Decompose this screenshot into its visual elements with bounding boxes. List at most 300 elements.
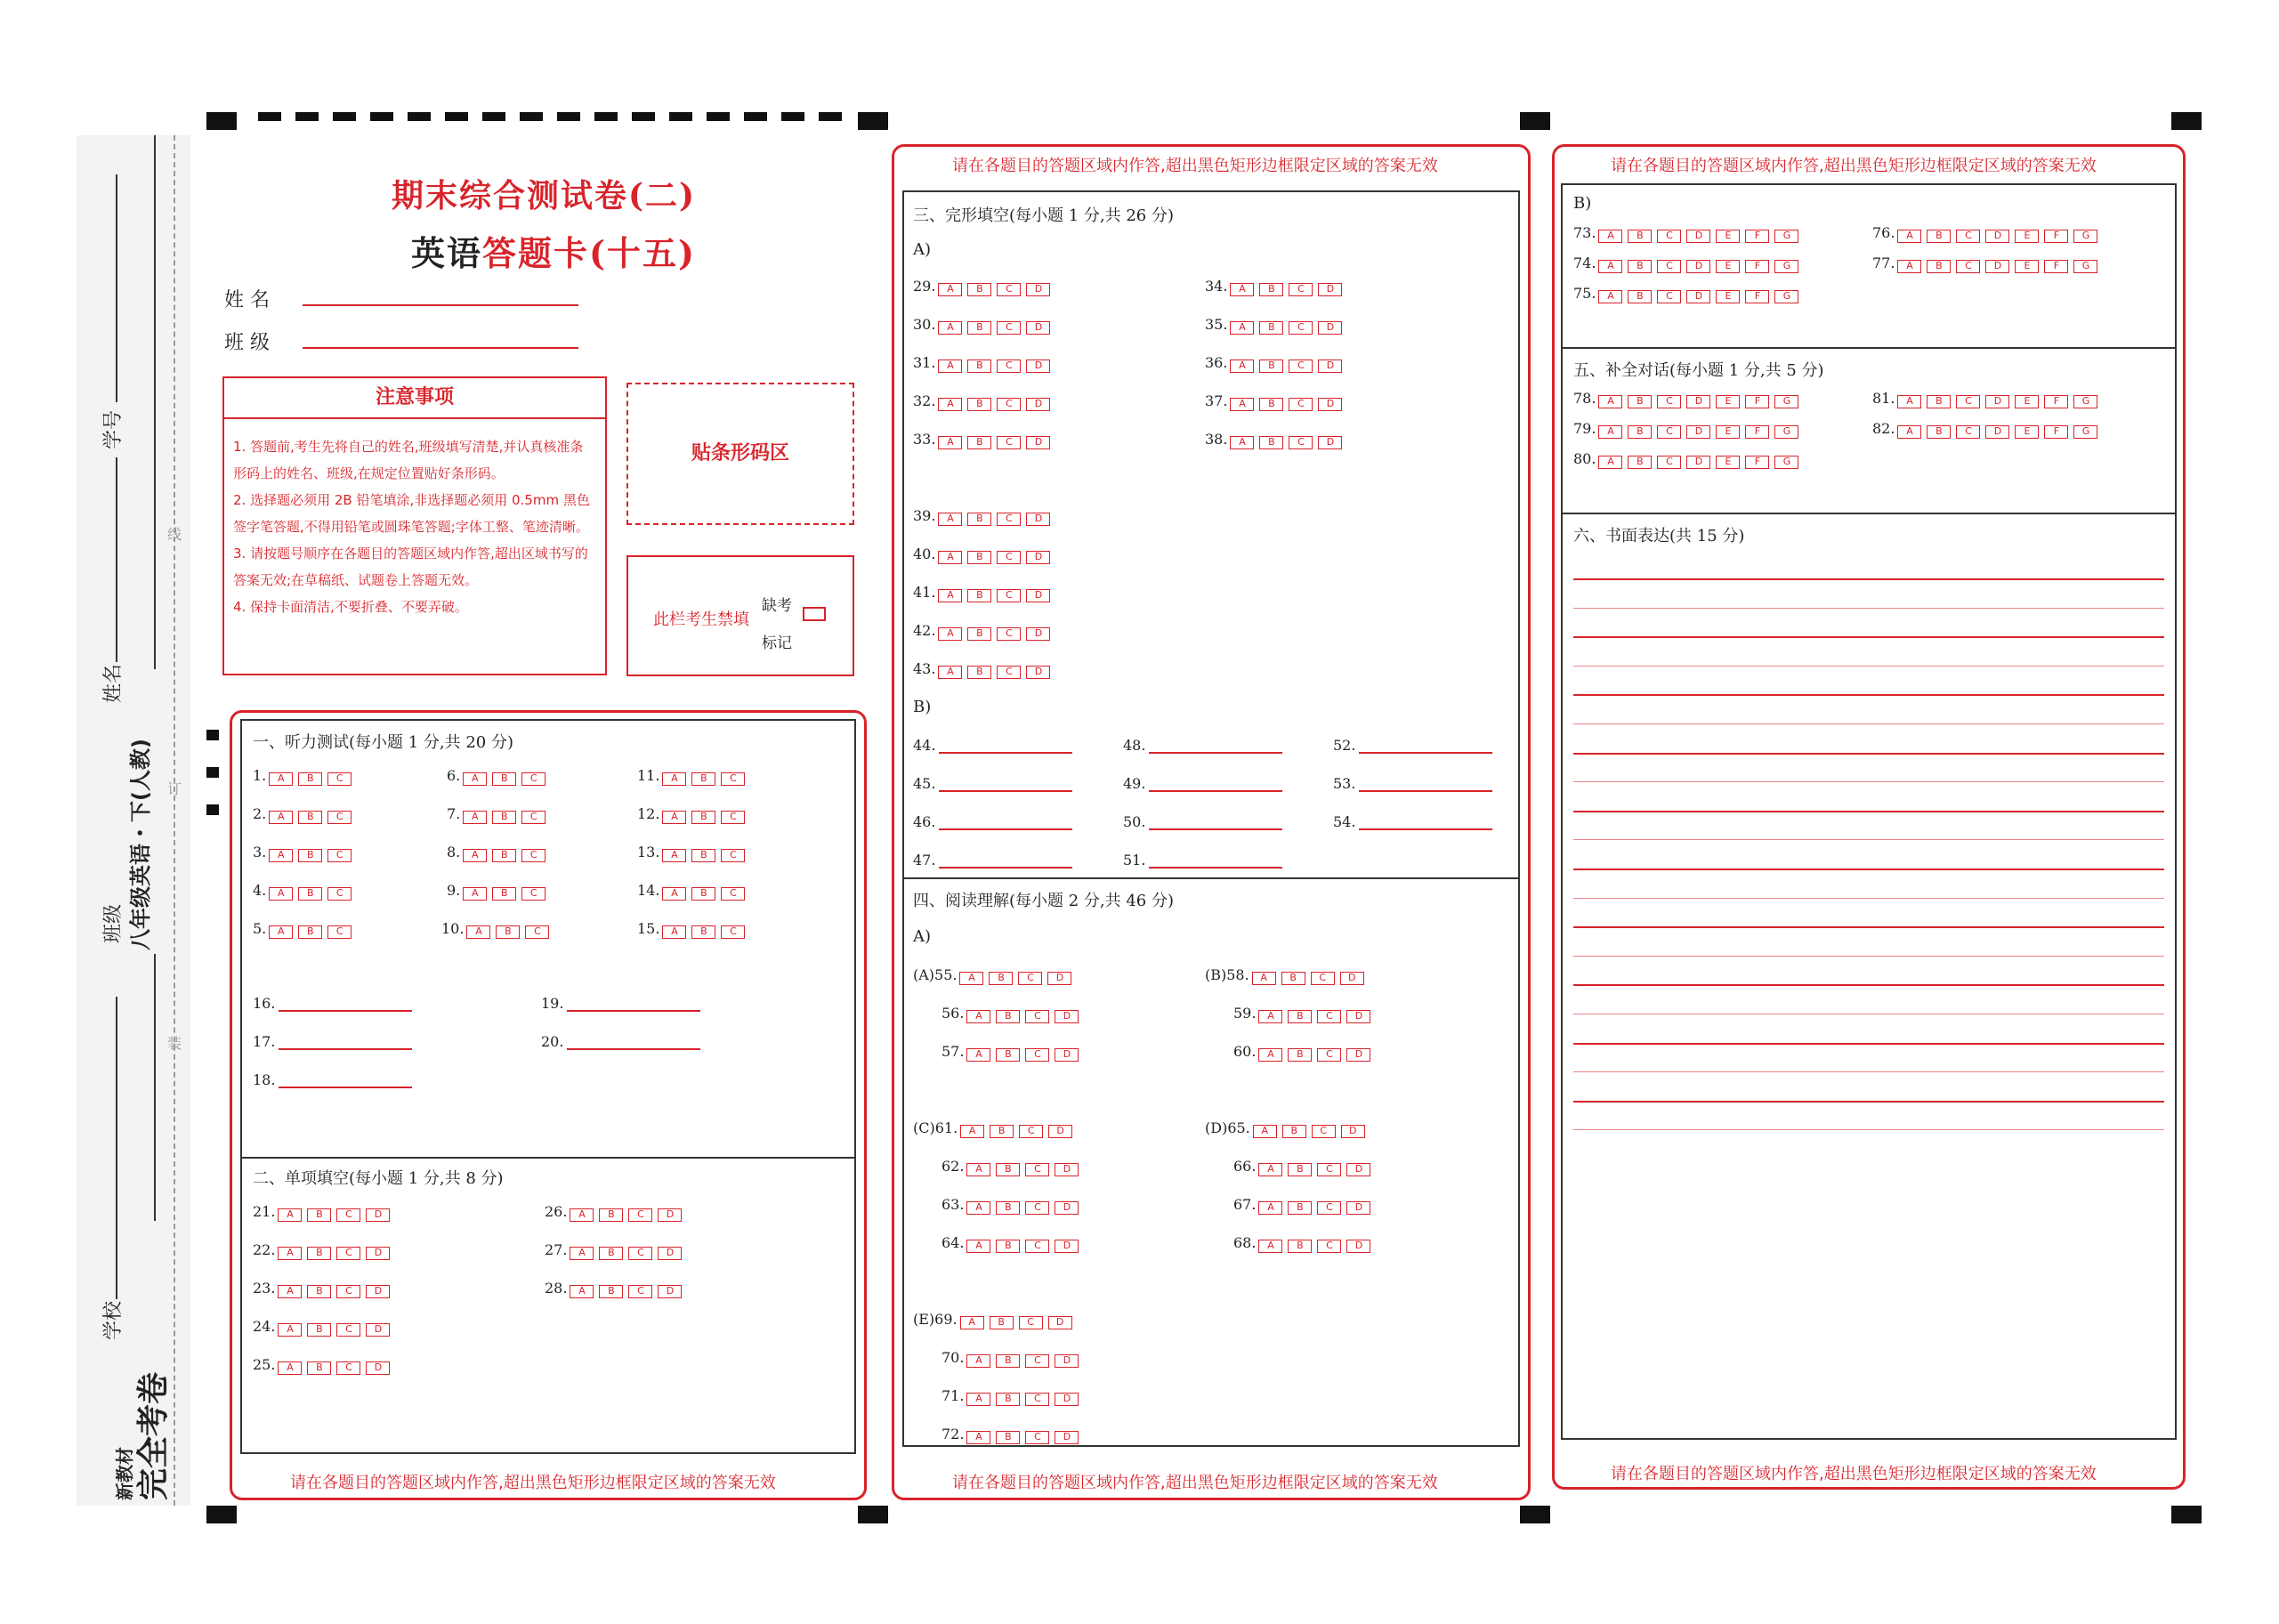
answer-bubble[interactable]: A: [269, 925, 293, 939]
answer-bubble[interactable]: D: [1340, 972, 1364, 985]
class-field[interactable]: [224, 327, 270, 355]
answer-bubble[interactable]: A: [960, 1125, 984, 1138]
answer-bubble[interactable]: F: [1745, 395, 1769, 408]
answer-bubble[interactable]: B: [691, 925, 715, 939]
answer-bubble[interactable]: E: [2015, 230, 2039, 243]
answer-bubble[interactable]: B: [1259, 360, 1283, 373]
answer-bubble[interactable]: G: [2073, 425, 2097, 439]
answer-bubble[interactable]: D: [1686, 290, 1710, 303]
answer-bubble[interactable]: B: [1927, 425, 1951, 439]
answer-bubble[interactable]: C: [628, 1208, 652, 1222]
answer-bubble[interactable]: C: [327, 811, 352, 824]
answer-bubble[interactable]: B: [298, 887, 322, 901]
answer-bubble[interactable]: B: [1288, 1240, 1312, 1253]
answer-bubble[interactable]: D: [1047, 972, 1071, 985]
answer-bubble[interactable]: A: [966, 1163, 990, 1176]
answer-bubble[interactable]: D: [1318, 398, 1342, 411]
writing-line[interactable]: [1573, 926, 2164, 928]
answer-blank[interactable]: [939, 828, 1072, 830]
answer-bubble[interactable]: B: [492, 811, 516, 824]
answer-bubble[interactable]: A: [938, 283, 962, 296]
answer-bubble[interactable]: C: [628, 1285, 652, 1298]
answer-bubble[interactable]: A: [1258, 1240, 1282, 1253]
answer-bubble[interactable]: A: [1897, 395, 1921, 408]
answer-bubble[interactable]: C: [1317, 1240, 1341, 1253]
writing-line[interactable]: [1573, 811, 2164, 812]
answer-bubble[interactable]: B: [492, 849, 516, 862]
answer-bubble[interactable]: C: [997, 627, 1021, 641]
answer-bubble[interactable]: D: [1055, 1393, 1079, 1406]
answer-bubble[interactable]: C: [336, 1247, 360, 1260]
answer-bubble[interactable]: D: [1055, 1354, 1079, 1368]
answer-bubble[interactable]: A: [1598, 260, 1622, 273]
answer-bubble[interactable]: C: [1289, 321, 1313, 335]
answer-bubble[interactable]: F: [1745, 290, 1769, 303]
answer-bubble[interactable]: D: [1026, 398, 1050, 411]
answer-bubble[interactable]: A: [1230, 398, 1254, 411]
answer-bubble[interactable]: A: [662, 772, 686, 786]
answer-bubble[interactable]: A: [570, 1208, 594, 1222]
answer-blank[interactable]: [1149, 752, 1282, 754]
answer-bubble[interactable]: B: [967, 398, 991, 411]
answer-bubble[interactable]: D: [366, 1323, 390, 1337]
answer-bubble[interactable]: C: [1956, 395, 1980, 408]
answer-bubble[interactable]: A: [1230, 321, 1254, 335]
answer-bubble[interactable]: C: [1289, 360, 1313, 373]
answer-bubble[interactable]: B: [1259, 436, 1283, 449]
answer-bubble[interactable]: D: [366, 1208, 390, 1222]
writing-line[interactable]: [1573, 723, 2164, 724]
answer-bubble[interactable]: A: [463, 887, 487, 901]
answer-bubble[interactable]: B: [599, 1285, 623, 1298]
answer-bubble[interactable]: C: [1317, 1010, 1341, 1023]
answer-bubble[interactable]: F: [1745, 260, 1769, 273]
answer-bubble[interactable]: A: [1230, 283, 1254, 296]
name-field[interactable]: [224, 285, 270, 312]
answer-bubble[interactable]: B: [967, 589, 991, 602]
answer-bubble[interactable]: D: [1048, 1316, 1072, 1329]
answer-bubble[interactable]: C: [1025, 1431, 1049, 1444]
writing-line[interactable]: [1573, 781, 2164, 782]
answer-bubble[interactable]: B: [1628, 260, 1652, 273]
answer-bubble[interactable]: D: [366, 1285, 390, 1298]
answer-bubble[interactable]: A: [662, 811, 686, 824]
answer-bubble[interactable]: C: [997, 666, 1021, 679]
answer-bubble[interactable]: C: [1025, 1240, 1049, 1253]
answer-bubble[interactable]: A: [1598, 456, 1622, 469]
answer-bubble[interactable]: D: [1346, 1240, 1370, 1253]
answer-bubble[interactable]: D: [1026, 589, 1050, 602]
answer-bubble[interactable]: B: [996, 1431, 1020, 1444]
answer-bubble[interactable]: C: [997, 589, 1021, 602]
answer-bubble[interactable]: D: [1055, 1201, 1079, 1215]
answer-blank[interactable]: [1359, 828, 1492, 830]
answer-bubble[interactable]: B: [492, 772, 516, 786]
answer-bubble[interactable]: A: [269, 811, 293, 824]
answer-bubble[interactable]: D: [658, 1208, 682, 1222]
answer-bubble[interactable]: E: [1716, 456, 1740, 469]
answer-bubble[interactable]: A: [466, 925, 490, 939]
answer-bubble[interactable]: D: [1318, 321, 1342, 335]
answer-bubble[interactable]: C: [997, 398, 1021, 411]
answer-bubble[interactable]: B: [599, 1208, 623, 1222]
answer-bubble[interactable]: C: [336, 1208, 360, 1222]
answer-bubble[interactable]: B: [1282, 1125, 1306, 1138]
answer-bubble[interactable]: E: [2015, 395, 2039, 408]
answer-blank[interactable]: [939, 752, 1072, 754]
answer-bubble[interactable]: C: [1018, 972, 1042, 985]
answer-bubble[interactable]: A: [959, 972, 983, 985]
writing-line[interactable]: [1573, 578, 2164, 580]
answer-bubble[interactable]: A: [938, 551, 962, 564]
answer-bubble[interactable]: B: [967, 627, 991, 641]
writing-line[interactable]: [1573, 956, 2164, 957]
writing-line[interactable]: [1573, 898, 2164, 899]
answer-bubble[interactable]: B: [1628, 395, 1652, 408]
answer-bubble[interactable]: D: [1318, 436, 1342, 449]
answer-bubble[interactable]: B: [307, 1285, 331, 1298]
answer-bubble[interactable]: B: [1628, 425, 1652, 439]
answer-bubble[interactable]: A: [1253, 1125, 1277, 1138]
writing-line[interactable]: [1573, 636, 2164, 638]
answer-bubble[interactable]: E: [1716, 395, 1740, 408]
answer-bubble[interactable]: A: [1598, 425, 1622, 439]
answer-bubble[interactable]: C: [997, 513, 1021, 526]
answer-bubble[interactable]: B: [1288, 1010, 1312, 1023]
answer-bubble[interactable]: B: [691, 887, 715, 901]
answer-bubble[interactable]: A: [1897, 260, 1921, 273]
answer-bubble[interactable]: A: [662, 887, 686, 901]
answer-bubble[interactable]: B: [996, 1048, 1020, 1062]
writing-line[interactable]: [1573, 608, 2164, 609]
answer-bubble[interactable]: B: [496, 925, 520, 939]
answer-bubble[interactable]: G: [1774, 456, 1798, 469]
answer-bubble[interactable]: B: [599, 1247, 623, 1260]
answer-bubble[interactable]: B: [990, 1125, 1014, 1138]
answer-bubble[interactable]: B: [1288, 1048, 1312, 1062]
answer-bubble[interactable]: D: [1985, 395, 2009, 408]
answer-bubble[interactable]: B: [307, 1208, 331, 1222]
answer-bubble[interactable]: D: [1026, 627, 1050, 641]
answer-bubble[interactable]: D: [1026, 436, 1050, 449]
answer-bubble[interactable]: A: [463, 811, 487, 824]
answer-bubble[interactable]: C: [336, 1285, 360, 1298]
answer-bubble[interactable]: A: [966, 1201, 990, 1215]
answer-bubble[interactable]: B: [1259, 321, 1283, 335]
answer-bubble[interactable]: C: [1657, 290, 1681, 303]
answer-bubble[interactable]: C: [997, 360, 1021, 373]
answer-bubble[interactable]: C: [1657, 260, 1681, 273]
writing-line[interactable]: [1573, 753, 2164, 755]
answer-bubble[interactable]: C: [721, 887, 745, 901]
answer-blank[interactable]: [279, 1048, 412, 1050]
answer-blank[interactable]: [939, 867, 1072, 869]
answer-bubble[interactable]: A: [1897, 230, 1921, 243]
answer-bubble[interactable]: C: [1289, 436, 1313, 449]
answer-bubble[interactable]: C: [721, 925, 745, 939]
answer-blank[interactable]: [1149, 790, 1282, 792]
answer-bubble[interactable]: D: [1048, 1125, 1072, 1138]
answer-bubble[interactable]: A: [662, 849, 686, 862]
answer-bubble[interactable]: A: [570, 1247, 594, 1260]
answer-bubble[interactable]: E: [2015, 425, 2039, 439]
answer-bubble[interactable]: B: [1628, 290, 1652, 303]
answer-blank[interactable]: [279, 1010, 412, 1012]
writing-line[interactable]: [1573, 839, 2164, 840]
answer-bubble[interactable]: B: [1259, 398, 1283, 411]
answer-bubble[interactable]: B: [996, 1240, 1020, 1253]
answer-bubble[interactable]: B: [1259, 283, 1283, 296]
answer-bubble[interactable]: B: [1288, 1163, 1312, 1176]
answer-bubble[interactable]: D: [1055, 1163, 1079, 1176]
answer-bubble[interactable]: C: [1312, 1125, 1336, 1138]
answer-bubble[interactable]: A: [938, 627, 962, 641]
answer-bubble[interactable]: A: [1230, 436, 1254, 449]
answer-bubble[interactable]: C: [525, 925, 549, 939]
answer-blank[interactable]: [939, 790, 1072, 792]
answer-bubble[interactable]: C: [997, 551, 1021, 564]
answer-bubble[interactable]: C: [1025, 1354, 1049, 1368]
absent-checkbox[interactable]: [803, 607, 826, 621]
answer-bubble[interactable]: C: [1025, 1048, 1049, 1062]
answer-bubble[interactable]: B: [307, 1361, 331, 1375]
answer-bubble[interactable]: A: [278, 1247, 302, 1260]
answer-bubble[interactable]: F: [2044, 395, 2068, 408]
answer-bubble[interactable]: C: [1956, 425, 1980, 439]
answer-bubble[interactable]: A: [966, 1048, 990, 1062]
answer-bubble[interactable]: A: [966, 1240, 990, 1253]
answer-bubble[interactable]: D: [366, 1361, 390, 1375]
answer-bubble[interactable]: G: [1774, 425, 1798, 439]
answer-bubble[interactable]: C: [1956, 230, 1980, 243]
answer-bubble[interactable]: E: [1716, 260, 1740, 273]
answer-bubble[interactable]: C: [721, 849, 745, 862]
answer-bubble[interactable]: A: [1598, 395, 1622, 408]
answer-blank[interactable]: [567, 1048, 700, 1050]
class-field-line[interactable]: [303, 347, 578, 349]
answer-bubble[interactable]: A: [966, 1354, 990, 1368]
writing-line[interactable]: [1573, 1129, 2164, 1130]
answer-bubble[interactable]: A: [1252, 972, 1276, 985]
answer-bubble[interactable]: A: [966, 1393, 990, 1406]
writing-line[interactable]: [1573, 1043, 2164, 1045]
answer-bubble[interactable]: F: [2044, 260, 2068, 273]
answer-bubble[interactable]: B: [691, 811, 715, 824]
answer-bubble[interactable]: B: [967, 283, 991, 296]
answer-bubble[interactable]: A: [966, 1010, 990, 1023]
answer-bubble[interactable]: E: [2015, 260, 2039, 273]
answer-bubble[interactable]: D: [1686, 395, 1710, 408]
answer-bubble[interactable]: A: [1258, 1201, 1282, 1215]
answer-bubble[interactable]: D: [1026, 513, 1050, 526]
answer-bubble[interactable]: C: [1657, 395, 1681, 408]
answer-bubble[interactable]: C: [997, 436, 1021, 449]
writing-line[interactable]: [1573, 666, 2164, 667]
answer-bubble[interactable]: D: [1341, 1125, 1365, 1138]
answer-bubble[interactable]: B: [967, 436, 991, 449]
answer-bubble[interactable]: D: [1686, 230, 1710, 243]
answer-bubble[interactable]: A: [938, 321, 962, 335]
answer-bubble[interactable]: D: [1686, 456, 1710, 469]
answer-bubble[interactable]: A: [938, 513, 962, 526]
answer-bubble[interactable]: C: [628, 1247, 652, 1260]
answer-bubble[interactable]: A: [1258, 1163, 1282, 1176]
answer-bubble[interactable]: F: [1745, 456, 1769, 469]
answer-bubble[interactable]: B: [967, 513, 991, 526]
answer-bubble[interactable]: B: [996, 1201, 1020, 1215]
answer-bubble[interactable]: B: [996, 1163, 1020, 1176]
answer-bubble[interactable]: G: [2073, 395, 2097, 408]
answer-bubble[interactable]: D: [1686, 425, 1710, 439]
answer-bubble[interactable]: G: [1774, 395, 1798, 408]
answer-blank[interactable]: [567, 1010, 700, 1012]
answer-bubble[interactable]: F: [1745, 230, 1769, 243]
answer-bubble[interactable]: C: [721, 772, 745, 786]
answer-bubble[interactable]: D: [1346, 1163, 1370, 1176]
answer-bubble[interactable]: C: [1311, 972, 1335, 985]
answer-bubble[interactable]: D: [1055, 1048, 1079, 1062]
answer-bubble[interactable]: D: [1026, 283, 1050, 296]
answer-bubble[interactable]: C: [1657, 230, 1681, 243]
writing-line[interactable]: [1573, 694, 2164, 696]
answer-bubble[interactable]: B: [1927, 395, 1951, 408]
answer-blank[interactable]: [279, 1087, 412, 1088]
answer-bubble[interactable]: C: [1317, 1048, 1341, 1062]
answer-bubble[interactable]: C: [327, 925, 352, 939]
answer-bubble[interactable]: A: [938, 360, 962, 373]
answer-bubble[interactable]: C: [1657, 456, 1681, 469]
answer-bubble[interactable]: A: [960, 1316, 984, 1329]
answer-bubble[interactable]: D: [1318, 283, 1342, 296]
answer-bubble[interactable]: A: [1230, 360, 1254, 373]
answer-bubble[interactable]: C: [327, 849, 352, 862]
answer-bubble[interactable]: B: [967, 360, 991, 373]
answer-bubble[interactable]: C: [1289, 283, 1313, 296]
writing-line[interactable]: [1573, 869, 2164, 870]
answer-bubble[interactable]: B: [1288, 1201, 1312, 1215]
answer-bubble[interactable]: A: [1258, 1010, 1282, 1023]
answer-bubble[interactable]: C: [521, 772, 546, 786]
answer-bubble[interactable]: E: [1716, 230, 1740, 243]
answer-bubble[interactable]: C: [1317, 1201, 1341, 1215]
answer-bubble[interactable]: A: [1897, 425, 1921, 439]
answer-bubble[interactable]: B: [298, 849, 322, 862]
answer-bubble[interactable]: A: [570, 1285, 594, 1298]
answer-bubble[interactable]: A: [278, 1323, 302, 1337]
answer-bubble[interactable]: C: [1657, 425, 1681, 439]
answer-bubble[interactable]: C: [1025, 1393, 1049, 1406]
answer-bubble[interactable]: G: [1774, 230, 1798, 243]
answer-bubble[interactable]: C: [721, 811, 745, 824]
answer-bubble[interactable]: A: [278, 1361, 302, 1375]
answer-bubble[interactable]: C: [1025, 1163, 1049, 1176]
answer-bubble[interactable]: C: [1956, 260, 1980, 273]
answer-bubble[interactable]: D: [1346, 1010, 1370, 1023]
answer-bubble[interactable]: B: [989, 972, 1013, 985]
answer-bubble[interactable]: C: [521, 811, 546, 824]
answer-bubble[interactable]: B: [967, 666, 991, 679]
answer-bubble[interactable]: B: [298, 925, 322, 939]
answer-bubble[interactable]: D: [366, 1247, 390, 1260]
answer-bubble[interactable]: E: [1716, 290, 1740, 303]
answer-bubble[interactable]: D: [1026, 321, 1050, 335]
answer-bubble[interactable]: B: [996, 1393, 1020, 1406]
answer-bubble[interactable]: A: [278, 1208, 302, 1222]
answer-bubble[interactable]: G: [2073, 260, 2097, 273]
answer-bubble[interactable]: A: [1598, 230, 1622, 243]
answer-bubble[interactable]: C: [521, 887, 546, 901]
answer-bubble[interactable]: B: [492, 887, 516, 901]
answer-bubble[interactable]: A: [966, 1431, 990, 1444]
answer-bubble[interactable]: G: [1774, 260, 1798, 273]
answer-bubble[interactable]: C: [327, 772, 352, 786]
answer-bubble[interactable]: A: [938, 436, 962, 449]
answer-bubble[interactable]: G: [2073, 230, 2097, 243]
answer-bubble[interactable]: C: [1289, 398, 1313, 411]
answer-bubble[interactable]: C: [336, 1323, 360, 1337]
answer-bubble[interactable]: A: [1598, 290, 1622, 303]
answer-bubble[interactable]: D: [1686, 260, 1710, 273]
answer-bubble[interactable]: A: [662, 925, 686, 939]
answer-bubble[interactable]: A: [938, 398, 962, 411]
writing-line[interactable]: [1573, 1071, 2164, 1072]
answer-bubble[interactable]: C: [1019, 1316, 1043, 1329]
answer-bubble[interactable]: D: [1055, 1240, 1079, 1253]
answer-bubble[interactable]: A: [938, 666, 962, 679]
answer-bubble[interactable]: B: [1281, 972, 1305, 985]
answer-bubble[interactable]: B: [691, 849, 715, 862]
answer-bubble[interactable]: B: [298, 772, 322, 786]
answer-bubble[interactable]: C: [327, 887, 352, 901]
answer-bubble[interactable]: D: [1346, 1201, 1370, 1215]
answer-bubble[interactable]: D: [1026, 551, 1050, 564]
answer-bubble[interactable]: B: [307, 1247, 331, 1260]
answer-bubble[interactable]: B: [996, 1010, 1020, 1023]
answer-bubble[interactable]: D: [1985, 425, 2009, 439]
answer-bubble[interactable]: C: [521, 849, 546, 862]
answer-bubble[interactable]: B: [996, 1354, 1020, 1368]
writing-line[interactable]: [1573, 984, 2164, 986]
answer-bubble[interactable]: B: [1628, 456, 1652, 469]
answer-bubble[interactable]: C: [336, 1361, 360, 1375]
answer-bubble[interactable]: F: [2044, 425, 2068, 439]
answer-bubble[interactable]: B: [691, 772, 715, 786]
answer-bubble[interactable]: B: [1927, 230, 1951, 243]
answer-blank[interactable]: [1149, 828, 1282, 830]
answer-bubble[interactable]: A: [463, 772, 487, 786]
answer-bubble[interactable]: A: [278, 1285, 302, 1298]
answer-bubble[interactable]: B: [307, 1323, 331, 1337]
answer-bubble[interactable]: D: [1055, 1431, 1079, 1444]
answer-bubble[interactable]: A: [1258, 1048, 1282, 1062]
answer-bubble[interactable]: D: [1985, 260, 2009, 273]
answer-bubble[interactable]: D: [1055, 1010, 1079, 1023]
answer-bubble[interactable]: B: [967, 551, 991, 564]
answer-bubble[interactable]: G: [1774, 290, 1798, 303]
answer-bubble[interactable]: D: [1985, 230, 2009, 243]
answer-bubble[interactable]: A: [269, 772, 293, 786]
answer-bubble[interactable]: C: [1019, 1125, 1043, 1138]
answer-bubble[interactable]: D: [658, 1247, 682, 1260]
answer-bubble[interactable]: C: [1025, 1010, 1049, 1023]
answer-bubble[interactable]: E: [1716, 425, 1740, 439]
answer-bubble[interactable]: C: [997, 321, 1021, 335]
answer-bubble[interactable]: B: [990, 1316, 1014, 1329]
answer-blank[interactable]: [1149, 867, 1282, 869]
answer-bubble[interactable]: C: [997, 283, 1021, 296]
answer-bubble[interactable]: A: [269, 887, 293, 901]
name-field-line[interactable]: [303, 304, 578, 306]
